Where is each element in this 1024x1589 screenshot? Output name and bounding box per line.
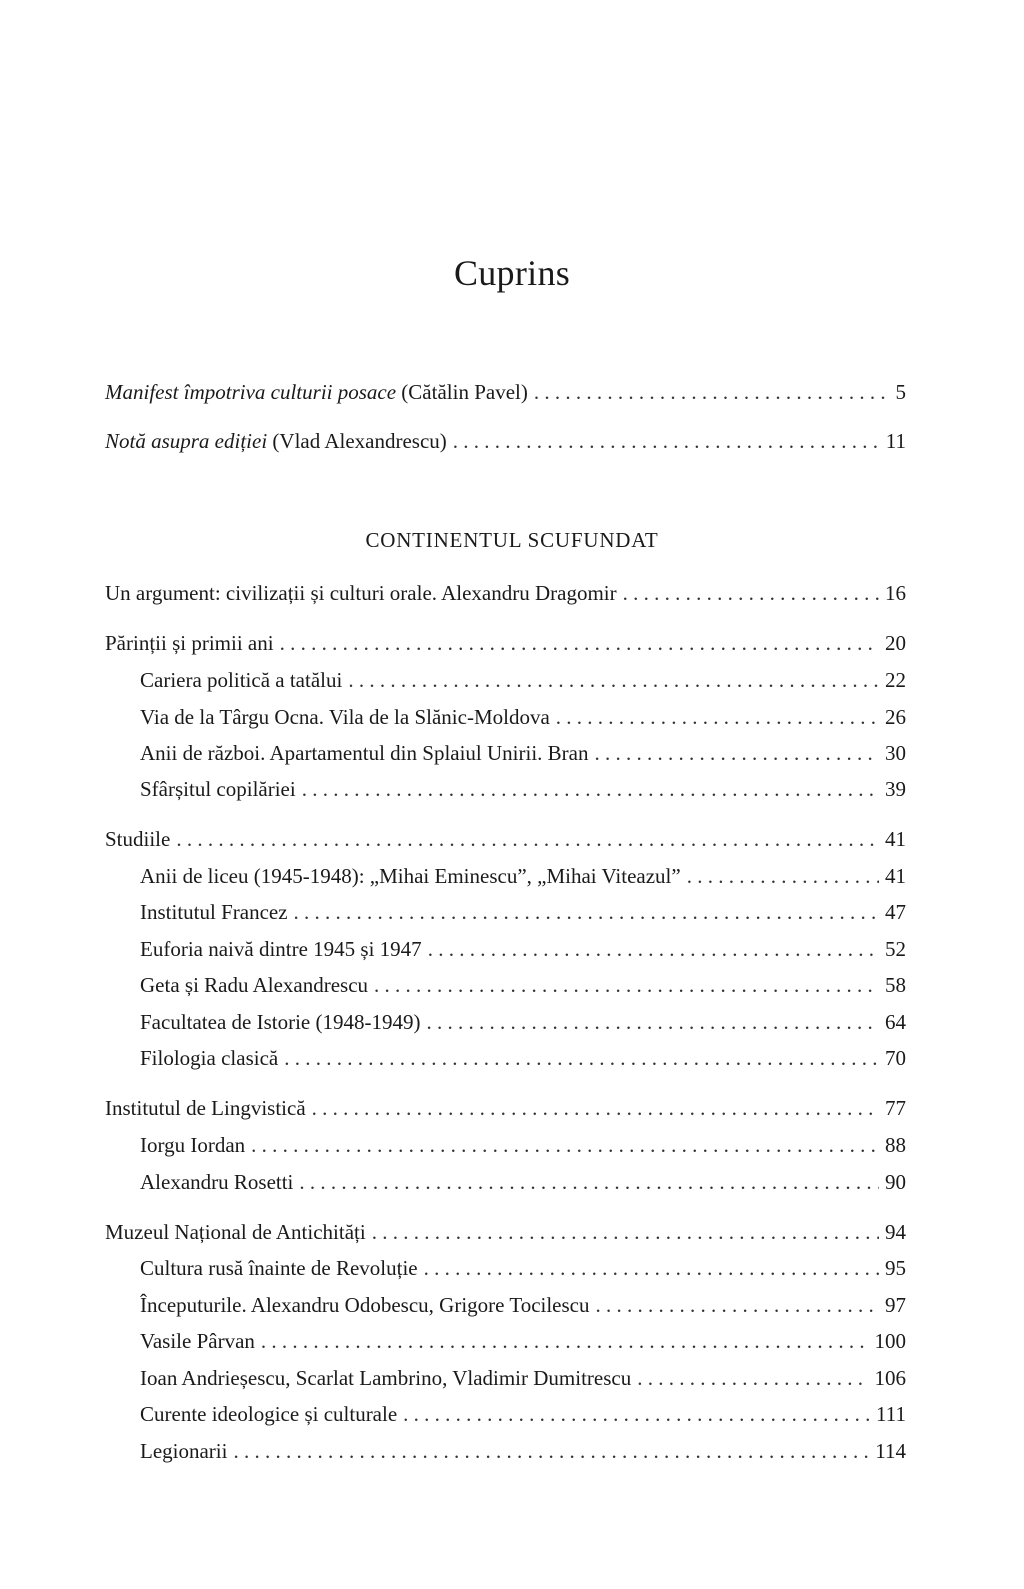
dot-leader: [424, 1254, 879, 1282]
toc-entry-label: Notă asupra ediției (Vlad Alexandrescu): [105, 429, 447, 453]
toc-entry-label: Alexandru Rosetti: [140, 1170, 294, 1194]
dot-leader: [403, 1400, 870, 1428]
dot-leader: [534, 378, 890, 406]
toc-entry: [140, 1364, 906, 1392]
toc-page-number: 47: [885, 900, 906, 924]
toc-entry-label: Părinții și primii ani: [105, 631, 274, 655]
toc-entry: [105, 579, 906, 607]
toc-entry: [140, 1437, 906, 1465]
dot-leader: [312, 1094, 879, 1122]
toc-page-number: 58: [885, 973, 906, 997]
dot-leader: [299, 1168, 879, 1196]
toc-page-number: 41: [885, 827, 906, 851]
toc-entry: [105, 825, 906, 853]
toc-page-number: 11: [885, 429, 906, 453]
dot-leader: [374, 971, 879, 999]
toc-entry: [140, 971, 906, 999]
dot-leader: [348, 666, 879, 694]
toc-entry-label: Un argument: civilizații și culturi orale. Alexandru Dragomir: [105, 581, 617, 605]
toc-entry-label: Via de la Târgu Ocna. Vila de la Slănic-Moldova: [140, 705, 550, 729]
toc-entry-label: Manifest împotriva culturii posace (Cătălin Pavel): [105, 380, 528, 404]
dot-leader: [251, 1131, 879, 1159]
dot-leader: [428, 935, 879, 963]
toc-page-number: 111: [876, 1402, 906, 1426]
section-heading: CONTINENTUL SCUFUNDAT: [365, 528, 659, 552]
toc-entry: [105, 1094, 906, 1122]
dot-leader: [233, 1437, 869, 1465]
toc-entry: [140, 898, 906, 926]
dot-leader: [687, 862, 879, 890]
toc-page-number: 88: [885, 1133, 906, 1157]
toc-entry-label: Anii de liceu (1945-1948): „Mihai Eminescu”, „Mihai Viteazul”: [140, 864, 681, 888]
dot-leader: [595, 739, 880, 767]
toc-page-number: 114: [875, 1439, 906, 1463]
toc-entry: [140, 666, 906, 694]
dot-leader: [280, 629, 879, 657]
dot-leader: [427, 1008, 880, 1036]
toc-page-number: 106: [874, 1366, 906, 1390]
toc-page-number: 20: [885, 631, 906, 655]
toc-entry: [105, 1218, 906, 1246]
toc-page-number: 52: [885, 937, 906, 961]
toc-entry-label: Iorgu Iordan: [140, 1133, 246, 1157]
toc-page-number: 77: [885, 1096, 906, 1120]
dot-leader: [623, 579, 879, 607]
toc-page-number: 97: [885, 1293, 906, 1317]
dot-leader: [284, 1044, 879, 1072]
toc-entry-label: Vasile Pârvan: [140, 1329, 255, 1353]
toc-entry-label: Facultatea de Istorie (1948-1949): [140, 1010, 421, 1034]
toc-page-number: 30: [885, 741, 906, 765]
toc-entry: [140, 1008, 906, 1036]
dot-leader: [453, 427, 880, 455]
toc-entry-label: Începuturile. Alexandru Odobescu, Grigore Tocilescu: [140, 1293, 590, 1317]
toc-entry-label: Curente ideologice și culturale: [140, 1402, 398, 1426]
toc-entry-label: Euforia naivă dintre 1945 și 1947: [140, 937, 422, 961]
toc-entry-label: Ioan Andrieșescu, Scarlat Lambrino, Vladimir Dumitrescu: [140, 1366, 632, 1390]
toc-entry: [140, 935, 906, 963]
dot-leader: [637, 1364, 868, 1392]
toc-entry: [105, 378, 906, 406]
toc-entry: [140, 862, 906, 890]
toc-entry-label: Studiile: [105, 827, 171, 851]
toc-page-number: 22: [885, 668, 906, 692]
toc-entry: [140, 775, 906, 803]
toc-entry: [140, 1400, 906, 1428]
toc-entry: [140, 1131, 906, 1159]
dot-leader: [596, 1291, 879, 1319]
toc-entry-label: Institutul de Lingvistică: [105, 1096, 306, 1120]
toc-entry-label: Cariera politică a tatălui: [140, 668, 343, 692]
dot-leader: [556, 703, 879, 731]
dot-leader: [261, 1327, 869, 1355]
toc-entry-label: Muzeul Național de Antichități: [105, 1220, 366, 1244]
toc-entry: [140, 703, 906, 731]
dot-leader: [176, 825, 879, 853]
toc-entry: [140, 1168, 906, 1196]
toc-page-number: 26: [885, 705, 906, 729]
toc-page-number: 41: [885, 864, 906, 888]
toc-page-number: 70: [885, 1046, 906, 1070]
toc-entry-label: Cultura rusă înainte de Revoluție: [140, 1256, 418, 1280]
toc-page-number: 95: [885, 1256, 906, 1280]
toc-page-number: 16: [885, 581, 906, 605]
toc-entry-label: Legionarii: [140, 1439, 228, 1463]
toc-entry-label: Institutul Francez: [140, 900, 288, 924]
toc-entry: [140, 1291, 906, 1319]
toc-entry: [140, 739, 906, 767]
toc-page-number: 90: [885, 1170, 906, 1194]
toc-entry: [105, 629, 906, 657]
toc-entry: [140, 1254, 906, 1282]
toc-entry: [140, 1044, 906, 1072]
dot-leader: [302, 775, 879, 803]
toc-entry: [140, 1327, 906, 1355]
toc-page-number: 94: [885, 1220, 906, 1244]
toc-entry: [105, 427, 906, 455]
dot-leader: [294, 898, 879, 926]
toc-entry-label: Anii de război. Apartamentul din Splaiul Unirii. Bran: [140, 741, 589, 765]
toc-entry-label: Sfârșitul copilăriei: [140, 777, 296, 801]
toc-page-number: 100: [874, 1329, 906, 1353]
dot-leader: [372, 1218, 879, 1246]
page-title: Cuprins: [453, 253, 571, 293]
toc-entry-label: Geta și Radu Alexandrescu: [140, 973, 369, 997]
toc-entry-label: Filologia clasică: [140, 1046, 279, 1070]
toc-page-number: 5: [895, 380, 906, 404]
toc-page-number: 39: [885, 777, 906, 801]
toc-page-number: 64: [885, 1010, 906, 1034]
